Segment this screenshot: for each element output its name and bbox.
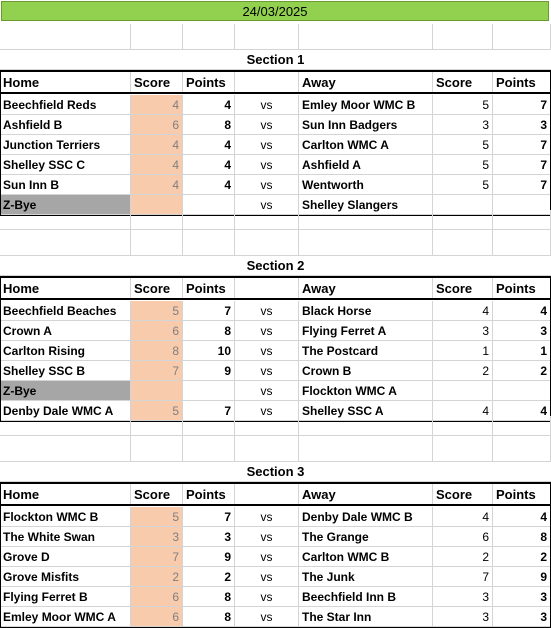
away-score[interactable]: 6 [433, 527, 493, 547]
header-home-points: Points [183, 278, 235, 298]
home-points[interactable]: 4 [183, 95, 235, 115]
header-away-points: Points [493, 72, 551, 92]
home-score[interactable]: 2 [131, 567, 183, 587]
blank-cell[interactable] [299, 210, 433, 230]
vs-label: vs [235, 175, 299, 195]
blank-cell[interactable] [235, 230, 299, 256]
table-header [0, 482, 551, 506]
blank-cell[interactable] [131, 416, 183, 436]
home-score[interactable]: 4 [131, 135, 183, 155]
table-row [0, 175, 551, 195]
home-team[interactable]: Shelley SSC C [0, 155, 131, 175]
home-team[interactable]: Ashfield B [0, 115, 131, 135]
away-score[interactable]: 5 [433, 135, 493, 155]
blank-cell[interactable] [299, 436, 433, 462]
vs-label: vs [235, 547, 299, 567]
vs-label: vs [235, 401, 299, 421]
away-team[interactable]: Carlton WMC B [299, 547, 433, 567]
blank-cell[interactable] [183, 230, 235, 256]
away-points[interactable]: 7 [493, 155, 551, 175]
header-away: Away [299, 278, 433, 298]
table-row [0, 301, 551, 321]
away-points[interactable]: 8 [493, 527, 551, 547]
blank-row [0, 416, 551, 436]
table-row [0, 567, 551, 587]
home-points[interactable]: 3 [183, 527, 235, 547]
away-team[interactable]: Sun Inn Badgers [299, 115, 433, 135]
blank-row [0, 210, 551, 230]
away-team[interactable]: The Star Inn [299, 607, 433, 627]
home-score[interactable] [131, 381, 183, 401]
away-points[interactable]: 3 [493, 115, 551, 135]
home-points[interactable]: 9 [183, 547, 235, 567]
section-title: Section 3 [0, 462, 551, 482]
home-team[interactable]: Beechfield Beaches [0, 301, 131, 321]
away-points[interactable]: 7 [493, 95, 551, 115]
header-blank [235, 278, 299, 298]
vs-label: vs [235, 527, 299, 547]
home-score[interactable]: 6 [131, 115, 183, 135]
home-points[interactable]: 7 [183, 301, 235, 321]
header-home-points: Points [183, 484, 235, 504]
away-score[interactable]: 5 [433, 95, 493, 115]
table-row [0, 507, 551, 527]
away-score[interactable]: 2 [433, 547, 493, 567]
away-points[interactable]: 7 [493, 175, 551, 195]
home-points[interactable]: 4 [183, 135, 235, 155]
header-away-score: Score [433, 278, 493, 298]
home-score[interactable]: 5 [131, 301, 183, 321]
home-score[interactable]: 7 [131, 547, 183, 567]
header-away-score: Score [433, 484, 493, 504]
home-team[interactable]: Z-Bye [0, 381, 131, 401]
home-points[interactable]: 10 [183, 341, 235, 361]
home-points[interactable]: 4 [183, 155, 235, 175]
table-row [0, 321, 551, 341]
away-team[interactable]: Shelley SSC A [299, 401, 433, 421]
away-points[interactable]: 7 [493, 135, 551, 155]
away-team[interactable]: Wentworth [299, 175, 433, 195]
home-points[interactable]: 8 [183, 321, 235, 341]
vs-label: vs [235, 341, 299, 361]
header-blank [235, 484, 299, 504]
home-score[interactable]: 7 [131, 361, 183, 381]
table-row [0, 341, 551, 361]
header-away: Away [299, 484, 433, 504]
vs-label: vs [235, 361, 299, 381]
away-points[interactable]: 1 [493, 341, 551, 361]
away-team[interactable]: Crown B [299, 361, 433, 381]
vs-label: vs [235, 587, 299, 607]
header-blank [235, 72, 299, 92]
away-score[interactable]: 3 [433, 607, 493, 627]
home-score[interactable]: 3 [131, 527, 183, 547]
away-score[interactable]: 4 [433, 507, 493, 527]
blank-cell[interactable] [433, 210, 493, 230]
table-row [0, 135, 551, 155]
home-team[interactable]: Junction Terriers [0, 135, 131, 155]
home-points[interactable]: 7 [183, 507, 235, 527]
away-team[interactable]: Emley Moor WMC B [299, 95, 433, 115]
blank-cell[interactable] [433, 436, 493, 462]
header-home: Home [0, 278, 131, 298]
vs-label: vs [235, 567, 299, 587]
away-team[interactable]: Black Horse [299, 301, 433, 321]
header-away-points: Points [493, 484, 551, 504]
home-points[interactable]: 8 [183, 587, 235, 607]
blank-cell[interactable] [493, 210, 551, 230]
table-header [0, 70, 551, 94]
away-score[interactable]: 4 [433, 301, 493, 321]
home-team[interactable]: Carlton Rising [0, 341, 131, 361]
home-points[interactable]: 9 [183, 361, 235, 381]
table-row [0, 115, 551, 135]
away-score[interactable]: 2 [433, 361, 493, 381]
blank-row [0, 436, 551, 462]
away-score[interactable]: 7 [433, 567, 493, 587]
header-home-score: Score [131, 72, 183, 92]
away-points[interactable] [493, 381, 551, 401]
away-team[interactable]: The Postcard [299, 341, 433, 361]
home-team[interactable]: Sun Inn B [0, 175, 131, 195]
home-points[interactable]: 4 [183, 175, 235, 195]
home-team[interactable]: Crown A [0, 321, 131, 341]
home-team[interactable]: Emley Moor WMC A [0, 607, 131, 627]
away-team[interactable]: Beechfield Inn B [299, 587, 433, 607]
header-away: Away [299, 72, 433, 92]
away-points[interactable]: 3 [493, 321, 551, 341]
home-team[interactable]: Shelley SSC B [0, 361, 131, 381]
blank-cell[interactable] [235, 416, 299, 436]
vs-label: vs [235, 507, 299, 527]
blank-cell[interactable] [299, 416, 433, 436]
home-team[interactable]: Denby Dale WMC A [0, 401, 131, 421]
table-row [0, 607, 551, 627]
blank-cell[interactable] [235, 24, 299, 50]
blank-cell[interactable] [0, 210, 131, 230]
vs-label: vs [235, 381, 299, 401]
blank-row [0, 24, 551, 50]
away-points[interactable]: 2 [493, 361, 551, 381]
vs-label: vs [235, 607, 299, 627]
blank-cell[interactable] [183, 24, 235, 50]
blank-cell[interactable] [493, 436, 551, 462]
blank-cell[interactable] [131, 436, 183, 462]
section-title-row [0, 256, 551, 276]
vs-label: vs [235, 95, 299, 115]
home-score[interactable]: 6 [131, 587, 183, 607]
blank-cell[interactable] [0, 24, 131, 50]
header-home-score: Score [131, 484, 183, 504]
home-score[interactable]: 6 [131, 321, 183, 341]
table-row [0, 155, 551, 175]
away-score[interactable] [433, 381, 493, 401]
table-header [0, 276, 551, 300]
table-row [0, 95, 551, 115]
header-home: Home [0, 484, 131, 504]
home-points[interactable]: 8 [183, 115, 235, 135]
blank-cell[interactable] [299, 24, 433, 50]
blank-cell[interactable] [493, 416, 551, 436]
home-points[interactable] [183, 381, 235, 401]
away-team[interactable]: The Junk [299, 567, 433, 587]
away-score[interactable]: 3 [433, 115, 493, 135]
home-team[interactable]: Flying Ferret B [0, 587, 131, 607]
away-team[interactable]: Ashfield A [299, 155, 433, 175]
vs-label: vs [235, 195, 299, 215]
home-team[interactable]: The White Swan [0, 527, 131, 547]
home-score[interactable]: 5 [131, 507, 183, 527]
blank-cell[interactable] [131, 210, 183, 230]
blank-cell[interactable] [0, 436, 131, 462]
home-points[interactable]: 2 [183, 567, 235, 587]
vs-label: vs [235, 321, 299, 341]
away-points[interactable]: 4 [493, 507, 551, 527]
home-score[interactable]: 4 [131, 155, 183, 175]
away-team[interactable]: Flying Ferret A [299, 321, 433, 341]
blank-cell[interactable] [0, 230, 131, 256]
away-team[interactable]: Denby Dale WMC B [299, 507, 433, 527]
table-row [0, 381, 551, 401]
section-title-row [0, 462, 551, 482]
blank-cell[interactable] [131, 24, 183, 50]
away-team[interactable]: The Grange [299, 527, 433, 547]
home-points[interactable]: 7 [183, 401, 235, 421]
blank-cell[interactable] [493, 24, 551, 50]
away-score[interactable]: 4 [433, 401, 493, 421]
away-points[interactable]: 2 [493, 547, 551, 567]
section-title: Section 1 [0, 50, 551, 70]
blank-cell[interactable] [493, 230, 551, 256]
section-title: Section 2 [0, 256, 551, 276]
blank-cell[interactable] [235, 210, 299, 230]
blank-cell[interactable] [235, 436, 299, 462]
home-score[interactable]: 6 [131, 607, 183, 627]
blank-cell[interactable] [299, 230, 433, 256]
away-points[interactable]: 4 [493, 401, 551, 421]
away-points[interactable]: 9 [493, 567, 551, 587]
away-score[interactable]: 5 [433, 155, 493, 175]
vs-label: vs [235, 155, 299, 175]
away-team[interactable]: Carlton WMC A [299, 135, 433, 155]
vs-label: vs [235, 135, 299, 155]
blank-cell[interactable] [433, 416, 493, 436]
away-score[interactable]: 3 [433, 587, 493, 607]
date-banner[interactable]: 24/03/2025 [1, 1, 549, 21]
blank-cell[interactable] [0, 416, 131, 436]
home-score[interactable]: 4 [131, 95, 183, 115]
blank-cell[interactable] [183, 416, 235, 436]
table-row [0, 587, 551, 607]
header-home: Home [0, 72, 131, 92]
header-home-score: Score [131, 278, 183, 298]
blank-cell[interactable] [131, 230, 183, 256]
vs-label: vs [235, 115, 299, 135]
header-away-score: Score [433, 72, 493, 92]
blank-cell[interactable] [183, 210, 235, 230]
home-team[interactable]: Z-Bye [0, 195, 131, 215]
home-points[interactable]: 8 [183, 607, 235, 627]
away-score[interactable]: 3 [433, 321, 493, 341]
home-score[interactable]: 4 [131, 175, 183, 195]
home-team[interactable]: Flockton WMC B [0, 507, 131, 527]
away-score[interactable]: 1 [433, 341, 493, 361]
blank-row [0, 230, 551, 256]
header-away-points: Points [493, 278, 551, 298]
away-points[interactable]: 4 [493, 301, 551, 321]
away-points[interactable]: 3 [493, 607, 551, 627]
header-home-points: Points [183, 72, 235, 92]
home-team[interactable]: Grove Misfits [0, 567, 131, 587]
section-title-row [0, 50, 551, 70]
home-team[interactable]: Grove D [0, 547, 131, 567]
table-row [0, 361, 551, 381]
away-team[interactable]: Shelley Slangers [299, 195, 433, 215]
home-score[interactable]: 8 [131, 341, 183, 361]
vs-label: vs [235, 301, 299, 321]
blank-cell[interactable] [183, 436, 235, 462]
away-score[interactable]: 5 [433, 175, 493, 195]
table-row [0, 527, 551, 547]
table-row [0, 547, 551, 567]
home-score[interactable]: 5 [131, 401, 183, 421]
away-team[interactable]: Flockton WMC A [299, 381, 433, 401]
home-team[interactable]: Beechfield Reds [0, 95, 131, 115]
blank-cell[interactable] [433, 230, 493, 256]
blank-cell[interactable] [433, 24, 493, 50]
away-points[interactable]: 3 [493, 587, 551, 607]
